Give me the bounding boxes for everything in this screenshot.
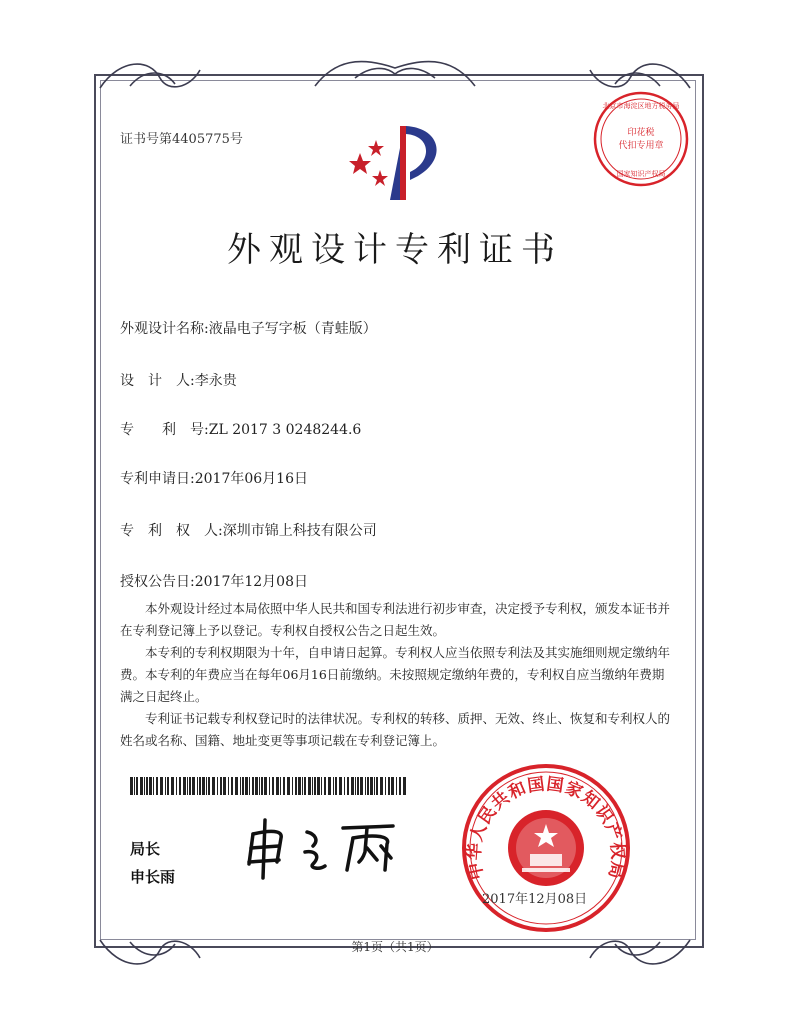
barcode-bar: [269, 777, 270, 795]
barcode-bar: [298, 777, 301, 795]
barcode-bar: [374, 777, 375, 795]
barcode-bar: [192, 777, 195, 795]
body-paragraph: 专利证书记载专利权登记时的法律状况。专利权的转移、质押、无效、终止、恢复和专利权人的姓名或名称、国籍、地址变更等事项记载在专利登记簿上。: [120, 711, 671, 748]
barcode-bar: [264, 777, 267, 795]
field-label: 设 计 人:: [120, 373, 195, 389]
barcode-bar: [189, 777, 191, 795]
svg-text:印花税: 印花税: [627, 128, 655, 138]
barcode-bar: [380, 777, 383, 795]
field-label: 专 利 权 人:: [120, 523, 223, 539]
barcode-bar: [179, 777, 181, 795]
barcode-bar: [156, 777, 158, 795]
barcode-bar: [140, 777, 143, 795]
svg-text:北京市海淀区地方税务局: 北京市海淀区地方税务局: [602, 102, 680, 110]
barcode-bar: [153, 777, 154, 795]
barcode-bar: [212, 777, 215, 795]
field-application-date: [120, 468, 308, 488]
barcode-bar: [183, 777, 186, 795]
barcode-bar: [165, 777, 166, 795]
seal-text: 中华人民共和国国家知识产权局: [464, 774, 628, 882]
barcode-bar: [160, 777, 163, 795]
barcode-bar: [292, 777, 293, 795]
barcode-bar: [149, 777, 152, 795]
certificate-number: 证书号第4405775号: [120, 132, 243, 147]
field-value: 李永贵: [194, 373, 237, 389]
barcode-bar: [328, 777, 331, 795]
barcode: [130, 777, 408, 795]
barcode-bar: [261, 777, 263, 795]
barcode-bar: [220, 777, 222, 795]
barcode-bar: [199, 777, 201, 795]
barcode-bar: [304, 777, 306, 795]
body-paragraph: 本专利的专利权期限为十年，自申请日起算。专利权人应当依照专利法及其实施细则规定缴纳年费。本专利的年费应当在每年06月16日前缴纳。未按照规定缴纳年费的，专利权自应当缴纳年费期满之日起终止。: [120, 645, 671, 704]
barcode-bar: [396, 777, 397, 795]
barcode-bar: [351, 777, 354, 795]
barcode-bar: [240, 777, 241, 795]
field-value: 液晶电子写字板（青蛙版）: [208, 321, 377, 337]
barcode-bar: [367, 777, 369, 795]
barcode-bar: [295, 777, 297, 795]
barcode-bar: [312, 777, 313, 795]
patent-office-logo-icon: [340, 118, 455, 203]
barcode-bar: [276, 777, 279, 795]
barcode-bar: [255, 777, 258, 795]
barcode-bar: [391, 777, 394, 795]
barcode-bar: [187, 777, 188, 795]
barcode-bar: [245, 777, 248, 795]
barcode-bar: [136, 777, 138, 795]
certificate-body: [120, 598, 676, 752]
field-value: 2017年12月08日: [194, 574, 308, 590]
signature-title: 局长: [130, 840, 161, 858]
barcode-bar: [388, 777, 390, 795]
barcode-bar: [280, 777, 281, 795]
tax-stamp: [590, 88, 692, 190]
barcode-bar: [167, 777, 169, 795]
barcode-bar: [242, 777, 244, 795]
barcode-bar: [146, 777, 148, 795]
barcode-bar: [370, 777, 373, 795]
barcode-bar: [321, 777, 322, 795]
field-design-name: [120, 318, 377, 338]
barcode-bar: [252, 777, 254, 795]
barcode-bar: [197, 777, 198, 795]
barcode-bar: [385, 777, 386, 795]
barcode-bar: [259, 777, 260, 795]
signature-name: 申长雨: [130, 868, 176, 886]
field-label: 专 利 号:: [120, 422, 209, 438]
barcode-bar: [314, 777, 316, 795]
barcode-bar: [235, 777, 238, 795]
barcode-bar: [355, 777, 356, 795]
barcode-bar: [357, 777, 359, 795]
field-value: ZL 2017 3 0248244.6: [208, 422, 362, 438]
barcode-bar: [130, 777, 133, 795]
barcode-bar: [202, 777, 205, 795]
seal-date: 2017年12月08日: [482, 892, 588, 907]
field-designer: [120, 370, 237, 390]
barcode-bar: [339, 777, 342, 795]
barcode-bar: [302, 777, 303, 795]
field-label: 授权公告日:: [120, 574, 195, 590]
barcode-bar: [283, 777, 285, 795]
field-label: 外观设计名称:: [120, 321, 209, 337]
barcode-bar: [223, 777, 226, 795]
barcode-bar: [228, 777, 229, 795]
field-value: 深圳市锦上科技有限公司: [222, 523, 377, 539]
official-seal: [460, 762, 632, 934]
barcode-bar: [231, 777, 233, 795]
barcode-bar: [217, 777, 218, 795]
barcode-bar: [324, 777, 326, 795]
barcode-bar: [403, 777, 406, 795]
barcode-bar: [344, 777, 345, 795]
barcode-bar: [134, 777, 135, 795]
barcode-bar: [272, 777, 274, 795]
barcode-bar: [333, 777, 334, 795]
barcode-bar: [206, 777, 207, 795]
handwritten-signature: [235, 812, 405, 882]
barcode-bar: [208, 777, 210, 795]
field-patentee: [120, 520, 377, 540]
svg-text:国家知识产权局: 国家知识产权局: [616, 170, 666, 178]
barcode-bar: [176, 777, 177, 795]
barcode-bar: [308, 777, 311, 795]
svg-text:代扣专用章: 代扣专用章: [618, 141, 664, 151]
barcode-bar: [249, 777, 250, 795]
barcode-bar: [347, 777, 349, 795]
certificate-title: 外观设计专利证书: [227, 230, 563, 270]
barcode-bar: [317, 777, 320, 795]
barcode-bar: [335, 777, 337, 795]
barcode-bar: [287, 777, 290, 795]
field-grant-date: [120, 571, 308, 591]
barcode-bar: [376, 777, 378, 795]
page-number: 第1页（共1页）: [351, 940, 439, 954]
barcode-bar: [171, 777, 174, 795]
barcode-bar: [144, 777, 145, 795]
barcode-bar: [365, 777, 366, 795]
field-value: 2017年06月16日: [194, 471, 308, 487]
barcode-bar: [360, 777, 363, 795]
body-paragraph: 本外观设计经过本局依照中华人民共和国专利法进行初步审查，决定授予专利权，颁发本证书并在专利登记簿上予以登记。专利权自授权公告之日起生效。: [120, 601, 671, 638]
field-patent-number: [120, 419, 361, 439]
barcode-bar: [399, 777, 401, 795]
field-label: 专利申请日:: [120, 471, 195, 487]
